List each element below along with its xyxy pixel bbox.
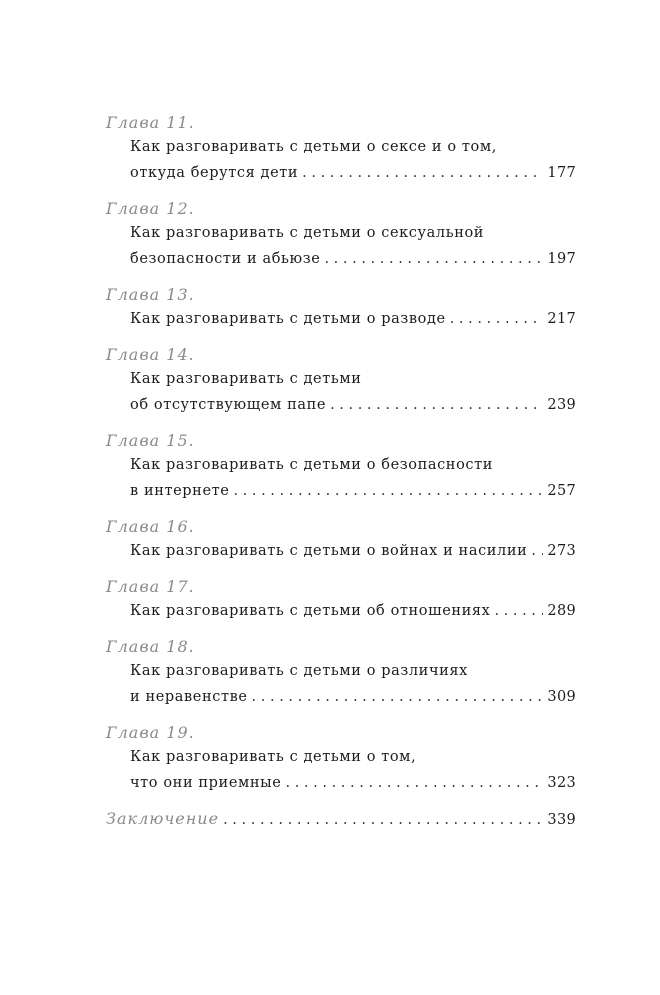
entry-last-line [130, 478, 576, 504]
toc-entry-chapter-13 [106, 284, 576, 332]
entry-last-line [130, 160, 576, 186]
entry-last-line [130, 246, 576, 272]
entry-last-line [130, 306, 576, 332]
dot-leader [285, 770, 543, 796]
entry-title-line: Как разговаривать с детьми о сексе и о том, [130, 139, 497, 155]
entry-title-line: в интернете [130, 483, 230, 499]
entry-title-line: Как разговаривать с детьми о войнах и насилии [130, 543, 528, 559]
page-number: 197 [547, 251, 576, 267]
entry-title-line: откуда берутся дети [130, 165, 299, 181]
dot-leader [494, 598, 543, 624]
chapter-label: Глава 11. [106, 113, 195, 132]
entry-title-line: безопасности и абьюзе [130, 251, 321, 267]
chapter-label: Глава 12. [106, 199, 195, 218]
dot-leader [330, 392, 543, 418]
page-number: 273 [547, 543, 576, 559]
chapter-label: Глава 17. [106, 577, 195, 596]
chapter-label: Глава 14. [106, 345, 195, 364]
entry-title-line: Как разговаривать с детьми о разводе [130, 311, 446, 327]
dot-leader [450, 306, 544, 332]
toc-entry-chapter-16 [106, 516, 576, 564]
dot-leader [252, 684, 544, 710]
entry-title-line: Как разговаривать с детьми о различиях [130, 663, 468, 679]
page-number: 257 [547, 483, 576, 499]
chapter-label: Глава 18. [106, 637, 195, 656]
toc-entry-conclusion [106, 806, 576, 832]
dot-leader [302, 160, 543, 186]
entry-title-line: что они приемные [130, 775, 282, 791]
entry-title-line: Как разговаривать с детьми [130, 371, 362, 387]
entry-last-line [130, 392, 576, 418]
toc-entry-chapter-11 [106, 112, 576, 186]
entry-title-line: Как разговаривать с детьми о том, [130, 749, 417, 765]
table-of-contents [106, 112, 576, 832]
page-number: 309 [547, 689, 576, 705]
page-number: 217 [547, 311, 576, 327]
chapter-label: Глава 19. [106, 723, 195, 742]
chapter-label: Глава 15. [106, 431, 195, 450]
entry-last-line [130, 770, 576, 796]
dot-leader [324, 246, 543, 272]
toc-entry-chapter-18 [106, 636, 576, 710]
page-number: 239 [547, 397, 576, 413]
entry-title-line: и неравенстве [130, 689, 248, 705]
entry-title-line: Как разговаривать с детьми об отношениях [130, 603, 491, 619]
page-number: 177 [547, 165, 576, 181]
toc-entry-chapter-17 [106, 576, 576, 624]
entry-title-line: Как разговаривать с детьми о сексуальной [130, 225, 485, 241]
toc-entry-chapter-12 [106, 198, 576, 272]
entry-last-line [130, 598, 576, 624]
conclusion-label: Заключение [106, 809, 220, 828]
entry-last-line [130, 538, 576, 564]
toc-entry-chapter-15 [106, 430, 576, 504]
entry-last-line [130, 684, 576, 710]
entry-title-line: об отсутствующем папе [130, 397, 327, 413]
chapter-label: Глава 16. [106, 517, 195, 536]
page-number: 289 [547, 603, 576, 619]
entry-title-line: Как разговаривать с детьми о безопасности [130, 457, 494, 473]
page-number: 323 [547, 775, 576, 791]
page-number: 339 [547, 812, 576, 828]
toc-entry-chapter-19 [106, 722, 576, 796]
chapter-label: Глава 13. [106, 285, 195, 304]
dot-leader [233, 478, 543, 504]
toc-entry-chapter-14 [106, 344, 576, 418]
dot-leader [531, 538, 543, 564]
dot-leader [223, 807, 543, 833]
